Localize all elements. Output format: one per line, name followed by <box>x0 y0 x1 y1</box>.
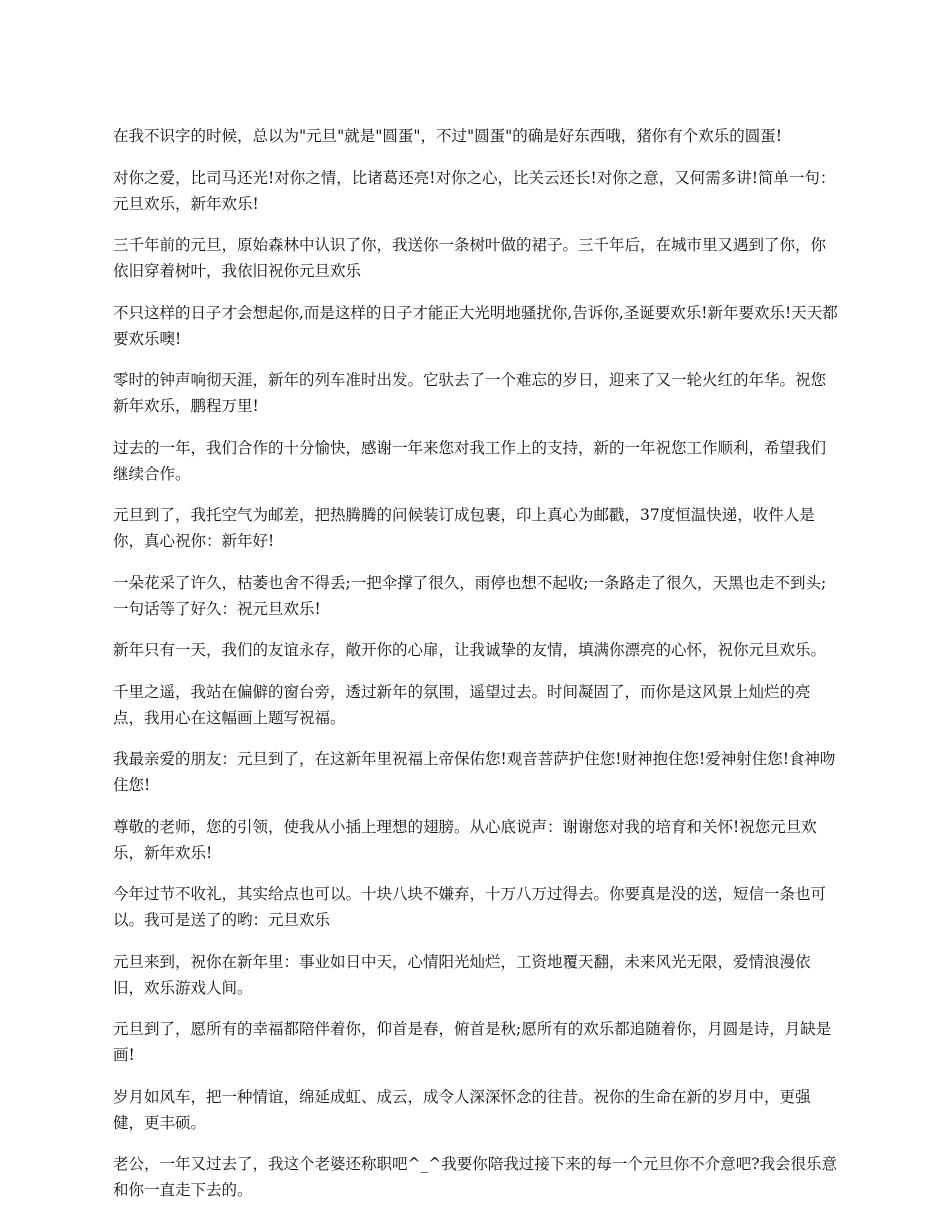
greeting-paragraph: 新年只有一天，我们的友谊永存，敞开你的心扉，让我诚挚的友情，填满你漂亮的心怀，祝你元旦欢乐。 <box>113 641 827 659</box>
greeting-paragraph: 千里之遥，我站在偏僻的窗台旁，透过新年的氛围，遥望过去。时间凝固了，而你是这风景上灿烂的亮点，我用心在这幅画上题写祝福。 <box>113 682 811 727</box>
greeting-paragraph: 三千年前的元旦，原始森林中认识了你，我送你一条树叶做的裙子。三千年后，在城市里又遇到了你，你依旧穿着树叶，我依旧祝你元旦欢乐 <box>113 236 827 280</box>
greeting-paragraph: 在我不识字的时候，总以为"元旦"就是"圆蛋"，不过"圆蛋"的确是好东西哦，猪你有个欢乐的圆蛋! <box>113 127 783 145</box>
greeting-paragraph: 元旦到了，我托空气为邮差，把热腾腾的问候装订成包裹，印上真心为邮戳，37度恒温快递，收件人是你，真心祝你：新年好! <box>113 506 815 550</box>
greeting-paragraph: 我最亲爱的朋友：元旦到了，在这新年里祝福上帝保佑您!观音菩萨护住您!财神抱住您!爱神射住您!食神吻住您! <box>113 750 836 794</box>
greeting-paragraph: 过去的一年，我们合作的十分愉快，感谢一年来您对我工作上的支持，新的一年祝您工作顺利，希望我们继续合作。 <box>113 438 827 483</box>
greeting-paragraph: 老公，一年又过去了，我这个老婆还称职吧^_^我要你陪我过接下来的每一个元旦你不介意吧?我会很乐意和你一直走下去的。 <box>113 1155 838 1199</box>
greeting-paragraph: 一朵花采了许久，枯萎也舍不得丢;一把伞撑了很久，雨停也想不起收;一条路走了很久，天黑也走不到头;一句话等了好久：祝元旦欢乐! <box>113 573 827 618</box>
greeting-paragraph: 尊敬的老师，您的引领，使我从小插上理想的翅膀。从心底说声：谢谢您对我的培育和关怀!祝您元旦欢乐，新年欢乐! <box>113 817 817 862</box>
greeting-paragraph: 今年过节不收礼，其实给点也可以。十块八块不嫌弃，十万八万过得去。你要真是没的送，短信一条也可以。我可是送了的哟：元旦欢乐 <box>113 885 827 929</box>
document-body <box>113 123 839 1219</box>
greeting-paragraph: 岁月如风车，把一种情谊，绵延成虹、成云，成令人深深怀念的往昔。祝你的生命在新的岁月中，更强健，更丰硕。 <box>113 1087 811 1132</box>
greeting-paragraph: 对你之爱，比司马还光!对你之情，比诸葛还亮!对你之心，比关云还长!对你之意，又何需多讲!简单一句：元旦欢乐，新年欢乐! <box>113 168 836 213</box>
greeting-paragraph: 元旦来到，祝你在新年里：事业如日中天，心情阳光灿烂，工资地覆天翻，未来风光无限，爱情浪漫依旧，欢乐游戏人间。 <box>113 952 811 997</box>
greeting-paragraph: 元旦到了，愿所有的幸福都陪伴着你，仰首是春，俯首是秋;愿所有的欢乐都追随着你，月圆是诗，月缺是画! <box>113 1020 832 1064</box>
greeting-paragraph: 不只这样的日子才会想起你,而是这样的日子才能正大光明地骚扰你,告诉你,圣诞要欢乐!新年要欢乐!天天都要欢乐噢! <box>113 303 838 348</box>
greeting-paragraph: 零时的钟声响彻天涯，新年的列车准时出发。它驮去了一个难忘的岁日，迎来了又一轮火红的年华。祝您新年欢乐，鹏程万里! <box>113 371 827 415</box>
